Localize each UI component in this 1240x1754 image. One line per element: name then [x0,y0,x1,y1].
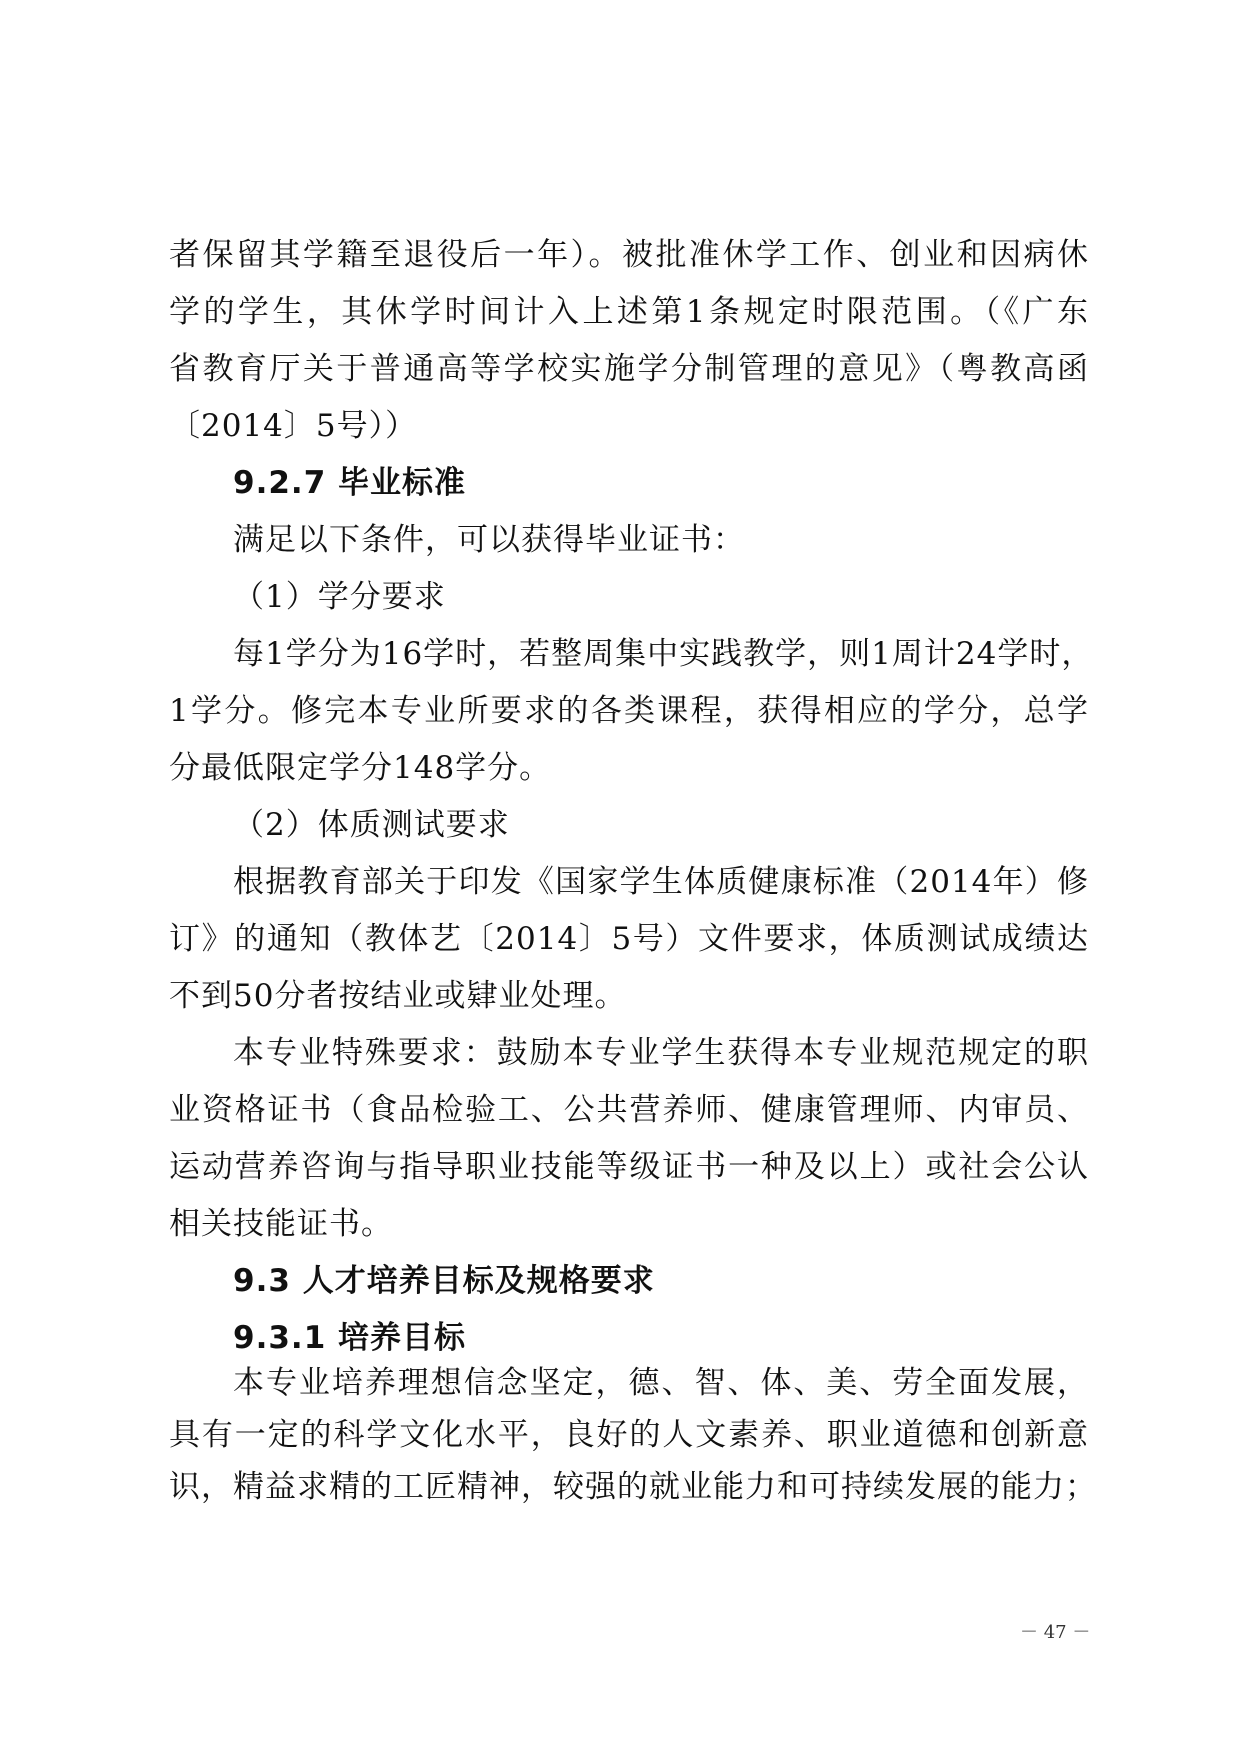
body-line: 本专业特殊要求：鼓励本专业学生获得本专业规范规定的职 [233,1035,1089,1071]
body-line: 本专业培养理想信念坚定，德、智、体、美、劳全面发展， [233,1365,1089,1401]
body-line: 识，精益求精的工匠精神，较强的就业能力和可持续发展的能力； [169,1469,1097,1505]
body-line: 1学分。修完本专业所要求的各类课程，获得相应的学分，总学 [169,693,1089,729]
page-number: － 47 － [1020,1622,1091,1643]
section-heading: 9.3 人才培养目标及规格要求 [233,1263,655,1299]
body-line: 每1学分为16学时，若整周集中实践教学，则1周计24学时， [233,636,1094,672]
body-line: 订》的通知（教体艺〔2014〕5号）文件要求，体质测试成绩达 [169,921,1089,957]
section-heading: 9.2.7 毕业标准 [233,465,467,501]
body-line: 业资格证书（食品检验工、公共营养师、健康管理师、内审员、 [169,1092,1089,1128]
body-line: 〔2014〕5号）） [169,408,418,444]
body-line: 运动营养咨询与指导职业技能等级证书一种及以上）或社会公认 [169,1149,1089,1185]
body-line: 根据教育部关于印发《国家学生体质健康标准（2014年）修 [233,864,1089,900]
subsection-label: （2）体质测试要求 [233,807,510,843]
subsection-label: （1）学分要求 [233,579,446,615]
body-line: 不到50分者按结业或肄业处理。 [169,978,627,1014]
body-line: 学的学生，其休学时间计入上述第1条规定时限范围。（《广东 [169,294,1089,330]
body-line: 者保留其学籍至退役后一年）。被批准休学工作、创业和因病休 [169,237,1089,273]
body-line: 分最低限定学分148学分。 [169,750,552,786]
body-line: 相关技能证书。 [169,1206,393,1242]
section-heading: 9.3.1 培养目标 [233,1320,467,1356]
body-line: 省教育厅关于普通高等学校实施学分制管理的意见》（粤教高函 [169,351,1089,387]
body-line: 满足以下条件，可以获得毕业证书： [233,522,745,558]
body-line: 具有一定的科学文化水平，良好的人文素养、职业道德和创新意 [169,1417,1089,1453]
